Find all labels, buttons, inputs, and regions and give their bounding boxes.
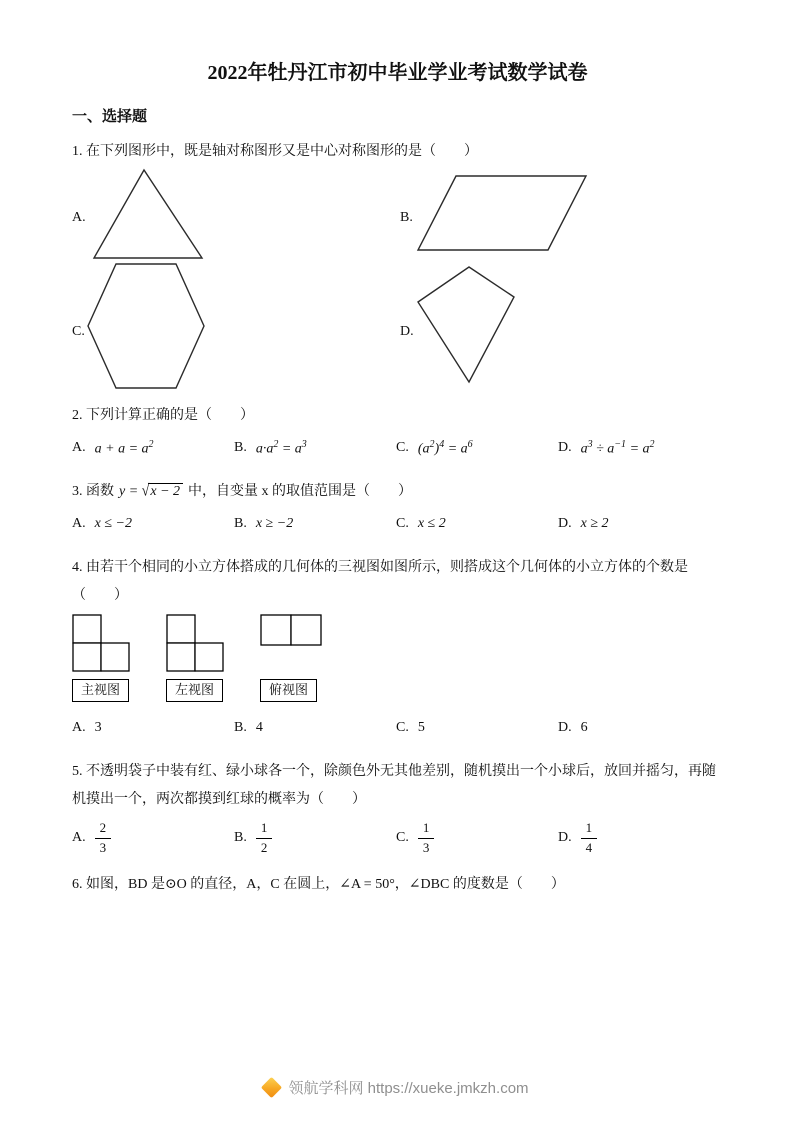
question-2-options (72, 436, 723, 460)
exponent: 2 (429, 438, 435, 450)
exponent: 3 (301, 438, 307, 450)
radical-sign: √ (141, 482, 150, 501)
formula (418, 439, 473, 458)
option-label: B. (234, 830, 247, 846)
option-value: 5 (417, 720, 425, 735)
footer (0, 1077, 793, 1098)
top-view-label: 俯视图 (260, 679, 317, 702)
option-value: 3 (94, 720, 102, 735)
option-3a (72, 516, 234, 532)
option-5d (558, 820, 597, 857)
option-label: C. (396, 440, 409, 455)
front-view-figure (72, 614, 130, 702)
formula-part: a (580, 441, 588, 457)
page-title: 2022年牡丹江市初中毕业学业考试数学试卷 (207, 62, 588, 84)
option-label: B. (234, 720, 247, 735)
option-3c (396, 516, 558, 532)
fraction (581, 820, 598, 857)
option-label: C. (396, 516, 409, 531)
option-3b (234, 516, 396, 532)
option-value: x ≤ −2 (94, 516, 132, 531)
formula-part: = a (278, 441, 302, 457)
fraction-numerator: 1 (581, 820, 598, 839)
front-view-diagram (72, 614, 130, 672)
option-1a-label: A. (72, 210, 86, 225)
formula-part: ÷ a (592, 441, 615, 457)
fraction-numerator: 1 (418, 820, 435, 839)
option-2d (558, 439, 655, 458)
left-view-figure (166, 614, 224, 702)
front-view-label: 主视图 (72, 679, 129, 702)
option-5c (396, 820, 558, 857)
fraction-denominator: 4 (585, 839, 593, 855)
hexagon-shape (86, 262, 206, 390)
exponent: 3 (587, 438, 593, 450)
fraction (418, 820, 435, 857)
question-6-text: 6. 如图，BD 是⊙O 的直径，A，C 在圆上，∠A = 50°，∠DBC 的度数是（ ） (72, 876, 565, 892)
exponent: 6 (467, 438, 473, 450)
option-4b (234, 720, 396, 736)
three-views-figure (72, 614, 723, 702)
option-4d (558, 720, 588, 736)
fraction-denominator: 2 (260, 839, 268, 855)
option-value: x ≤ 2 (417, 516, 446, 531)
exponent: 2 (649, 438, 655, 450)
option-1d-label: D. (400, 324, 414, 339)
left-view-label: 左视图 (166, 679, 223, 702)
q3-text-after: 中，自变量 x 的取值范围是（ ） (188, 484, 413, 499)
option-label: A. (72, 830, 86, 846)
question-4-text-line1: 4. 由若干个相同的小立方体搭成的几何体的三视图如图所示，则搭成这个几何体的小立方体的个数是 (72, 560, 688, 575)
option-2b (234, 439, 396, 458)
fraction-denominator: 3 (99, 839, 107, 855)
option-3d (558, 516, 609, 532)
question-1-figures (72, 166, 723, 402)
fraction-numerator: 1 (256, 820, 273, 839)
question-4-text-line2: （ ） (72, 588, 128, 603)
formula-part: = a (444, 441, 468, 457)
footer-text: 领航学科网 https://xueke.jmkzh.com (288, 1080, 529, 1097)
option-label: A. (72, 440, 86, 455)
option-label: C. (396, 720, 409, 735)
fraction (256, 820, 273, 857)
question-5-options (72, 820, 723, 857)
formula-part: ) (434, 441, 440, 457)
option-value: 4 (255, 720, 263, 735)
q3-fx: y = (119, 484, 142, 499)
option-4c (396, 720, 558, 736)
site-logo-icon (261, 1077, 282, 1098)
option-1c-label: C. (72, 324, 85, 339)
option-label: D. (558, 720, 572, 735)
q3-formula (119, 484, 183, 499)
option-label: A. (72, 720, 86, 735)
fraction (95, 820, 112, 857)
option-value: x ≥ 2 (580, 516, 609, 531)
option-label: A. (72, 516, 86, 531)
question-4-options (72, 716, 723, 740)
exponent: −1 (614, 438, 627, 450)
top-view-figure (260, 614, 322, 702)
kite-shape (414, 264, 518, 386)
option-2c (396, 439, 558, 458)
option-value: x ≥ −2 (255, 516, 294, 531)
option-5a (72, 820, 234, 857)
exponent: 2 (148, 438, 154, 450)
option-1b-label: B. (400, 210, 413, 225)
section-heading: 一、选择题 (72, 109, 148, 125)
option-4a (72, 720, 234, 736)
fraction-denominator: 3 (422, 839, 430, 855)
q3-text-before: 3. 函数 (72, 484, 114, 499)
fraction-numerator: 2 (95, 820, 112, 839)
formula-part: (a (417, 441, 430, 457)
top-view-diagram (260, 614, 322, 646)
option-label: D. (558, 830, 572, 846)
option-2a (72, 439, 234, 458)
option-label: D. (558, 516, 572, 531)
left-view-diagram (166, 614, 224, 672)
option-5b (234, 820, 396, 857)
exponent: 2 (273, 438, 279, 450)
exponent: 4 (439, 438, 445, 450)
option-label: D. (558, 440, 572, 455)
option-label: C. (396, 830, 409, 846)
question-1-text: 1. 在下列图形中，既是轴对称图形又是中心对称图形的是（ ） (72, 144, 478, 159)
parallelogram-shape (416, 174, 588, 252)
question-5-text: 5. 不透明袋子中装有红、绿小球各一个，除颜色外无其他差别，随机摸出一个小球后，放回并摇匀，再随机摸出一个，两次都摸到红球的概率为（ ） (72, 764, 716, 807)
formula (256, 439, 307, 458)
formula-part: a·a (255, 441, 274, 457)
question-3-text (72, 478, 723, 506)
triangle-shape (92, 168, 204, 260)
q3-radicand: x − 2 (148, 483, 183, 499)
formula (581, 439, 655, 458)
formula (95, 439, 154, 458)
option-value: 6 (580, 720, 588, 735)
question-2-text: 2. 下列计算正确的是（ ） (72, 408, 254, 423)
option-label: B. (234, 440, 247, 455)
option-label: B. (234, 516, 247, 531)
formula-part: a + a = a (94, 441, 149, 457)
question-3-options (72, 512, 723, 536)
formula-part: = a (626, 441, 650, 457)
